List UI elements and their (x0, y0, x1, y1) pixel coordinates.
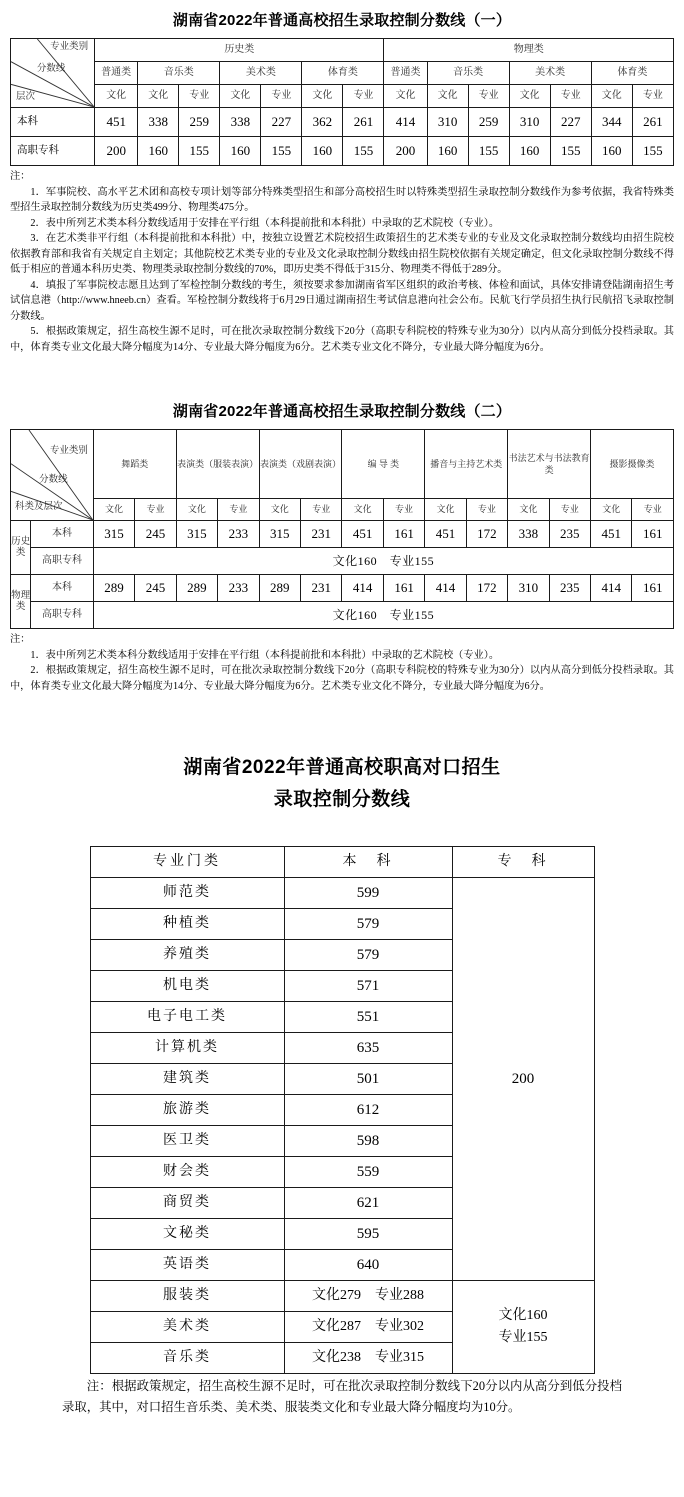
section-spacer (0, 355, 684, 391)
table1-container (0, 38, 684, 166)
table-row (11, 548, 674, 575)
table3-benke: 640 (284, 1250, 452, 1281)
table1-cat-physics-art: 美术类 (509, 62, 591, 85)
table2-subheader: 文化 (591, 499, 632, 521)
table3-benke: 559 (284, 1157, 452, 1188)
table1-subheader: 文化 (138, 85, 179, 108)
table2-title: 湖南省2022年普通高校招生录取控制分数线（二） (172, 403, 512, 420)
table3-header-row (90, 847, 594, 878)
table1-group-history: 历史类 (95, 39, 384, 62)
table1-corner-label-a: 专业类别 (50, 42, 89, 52)
table1-cell: 414 (384, 108, 427, 137)
table3-benke: 501 (284, 1064, 452, 1095)
table2-note-1: 1．表中所列艺术类本科分数线适用于安排在平行组（本科提前批和本科批）中录取的艺术院校（专业）。 (30, 649, 500, 661)
table1-subheader: 文化 (591, 85, 632, 108)
table2-cat-performance-costume: 表演类（服装表演） (176, 430, 259, 499)
table2-cell: 235 (549, 521, 590, 548)
table1-cell: 155 (179, 137, 220, 166)
table2-cell: 310 (508, 575, 549, 602)
table1-subheader: 文化 (427, 85, 468, 108)
table2-cell: 338 (508, 521, 549, 548)
table3-title-line2: 录取控制分数线 (273, 789, 411, 810)
table2-corner-label-a: 专业类别 (49, 446, 88, 456)
table3-zhuanke-art-line1: 文化160 (498, 1308, 548, 1324)
table1-cat-history-general: 普通类 (95, 62, 138, 85)
table1-cell: 200 (384, 137, 427, 166)
table3-zhuanke-art-merged (452, 1281, 594, 1374)
table3-zhuanke-art-line2: 专业155 (498, 1330, 548, 1345)
table1-cat-history-sports: 体育类 (302, 62, 384, 85)
table1-corner-cell (11, 39, 95, 108)
table-row (90, 1281, 594, 1312)
table1-cell: 160 (302, 137, 343, 166)
table1-cell: 160 (138, 137, 179, 166)
table3-benke-combo: 文化279 专业288 (284, 1281, 452, 1312)
table2-cat-photography: 摄影摄像类 (591, 430, 674, 499)
table1-cell: 160 (509, 137, 550, 166)
table1-cell: 259 (468, 108, 509, 137)
table1-cat-physics-music: 音乐类 (427, 62, 509, 85)
table2-cell: 289 (176, 575, 217, 602)
table1-cell: 338 (220, 108, 261, 137)
table1-row-label-zhuanke: 高职专科 (11, 137, 95, 166)
table2-cell: 235 (549, 575, 590, 602)
table1-row-label-benke: 本科 (11, 108, 95, 137)
table3-category: 音乐类 (90, 1343, 284, 1374)
table1-note-4: 4．填报了军事院校志愿且达到了军检控制分数线的考生，须按要求参加湖南省军区组织的政治考核、体检和面试，具体安排请登陆湖南招生考试信息港（http://www.hneeb.cn）查看。军检控制分数线将于6月29日通过湖南招生考试信息港向社会公布。民航飞行学员招生执行民航招飞录取控制分数线。 (10, 279, 674, 322)
table2-cell: 231 (300, 575, 341, 602)
table3-category: 旅游类 (90, 1095, 284, 1126)
table3-benke: 599 (284, 878, 452, 909)
table2-cell: 245 (135, 521, 176, 548)
table1-subheader: 文化 (384, 85, 427, 108)
table2-row-label-benke: 本科 (31, 575, 94, 602)
table3-header-benke: 本 科 (284, 847, 452, 878)
table3-category: 机电类 (90, 971, 284, 1002)
table-row (11, 602, 674, 629)
table2-cell: 172 (466, 575, 507, 602)
table-row (11, 521, 674, 548)
table2-cell: 233 (218, 521, 259, 548)
table1-subheader: 专业 (468, 85, 509, 108)
table3-note (0, 1374, 684, 1418)
table2-row-label-zhuanke: 高职专科 (31, 602, 94, 629)
table2-cat-calligraphy: 书法艺术与书法教育类 (508, 430, 591, 499)
table1-cell: 200 (95, 137, 138, 166)
table1-cell: 155 (343, 137, 384, 166)
table3-benke: 598 (284, 1126, 452, 1157)
table3-title-line1: 湖南省2022年普通高校职高对口招生 (183, 757, 501, 778)
table3-header-category: 专业门类 (90, 847, 284, 878)
table2-subheader: 文化 (425, 499, 466, 521)
table1-cat-history-music: 音乐类 (138, 62, 220, 85)
table3-category: 文秘类 (90, 1219, 284, 1250)
table3-category: 商贸类 (90, 1188, 284, 1219)
table2-cat-performance-drama: 表演类（戏剧表演） (259, 430, 342, 499)
table2-cell: 289 (93, 575, 134, 602)
table3-category: 养殖类 (90, 940, 284, 971)
table3-benke: 579 (284, 940, 452, 971)
table1-cell: 310 (427, 108, 468, 137)
table2-subheader: 专业 (300, 499, 341, 521)
table1-cell: 259 (179, 108, 220, 137)
table1-cell: 160 (427, 137, 468, 166)
table3-category: 美术类 (90, 1312, 284, 1343)
bottom-spacer (0, 1418, 684, 1426)
table3-category: 服装类 (90, 1281, 284, 1312)
table2-container (0, 429, 684, 629)
table2-cell: 161 (632, 521, 674, 548)
table2-subheader: 文化 (508, 499, 549, 521)
table2-subheader: 专业 (632, 499, 674, 521)
table3-zhuanke-merged: 200 (452, 878, 594, 1281)
table2-cell: 451 (425, 521, 466, 548)
table1-subheader: 专业 (343, 85, 384, 108)
table3-category: 医卫类 (90, 1126, 284, 1157)
table1-cell: 155 (468, 137, 509, 166)
table2-subheader: 专业 (218, 499, 259, 521)
table2-cell: 414 (591, 575, 632, 602)
table1-subheader: 文化 (95, 85, 138, 108)
table2 (10, 429, 674, 629)
table1-subheader: 文化 (302, 85, 343, 108)
table3-benke: 595 (284, 1219, 452, 1250)
table1-title: 湖南省2022年普通高校招生录取控制分数线（一） (172, 12, 512, 29)
table1-cell: 451 (95, 108, 138, 137)
table1 (10, 38, 674, 166)
table2-cell: 315 (259, 521, 300, 548)
table1-header-row-group (11, 39, 674, 62)
table2-cell: 289 (259, 575, 300, 602)
table2-cell: 161 (383, 575, 424, 602)
table1-subheader: 专业 (550, 85, 591, 108)
table1-cell: 338 (138, 108, 179, 137)
table2-corner-cell (11, 430, 94, 521)
table2-cat-dance: 舞蹈类 (93, 430, 176, 499)
table2-corner-label-c: 科类及层次 (15, 502, 63, 513)
table2-cell: 231 (300, 521, 341, 548)
table3-container (0, 846, 684, 1374)
table2-cell: 451 (591, 521, 632, 548)
table1-note-5: 5．根据政策规定，招生高校生源不足时，可在批次录取控制分数线下20分（高职专科院校的特殊专业为30分）以内从高分到低分投档录取。其中，体育类专业文化最大降分幅度为14分、专业最大降分幅度为6分。艺术类专业文化不降分，专业最大降分幅度为6分。 (10, 326, 674, 353)
table3-benke: 635 (284, 1033, 452, 1064)
table2-row-label-zhuanke: 高职专科 (31, 548, 94, 575)
table3-benke: 579 (284, 909, 452, 940)
table3-benke: 551 (284, 1002, 452, 1033)
table2-cell: 451 (342, 521, 383, 548)
table2-cell: 161 (383, 521, 424, 548)
table2-side-history: 历史类 (11, 521, 31, 575)
table2-cat-directing: 编 导 类 (342, 430, 425, 499)
table1-subheader: 专业 (261, 85, 302, 108)
table1-cell: 344 (591, 108, 632, 137)
table1-note-3: 3．在艺术类非平行组（本科提前批和本科批）中，按独立设置艺术院校招生政策招生的艺术类专业的专业及文化录取控制分数线均由招生院校依据教育部和我省有关规定自主划定；其他院校艺术类专业的专业及文化录取控制分数线由招生院校依据有关规定确定，但文化录取控制分数线不得低于相应的普通本科历史类、物理类录取控制分数线的70%，即历史类不得低于315分、物理类不得低于289分。 (10, 233, 674, 275)
table1-cell: 160 (591, 137, 632, 166)
table1-cat-physics-general: 普通类 (384, 62, 427, 85)
table2-subheader: 专业 (466, 499, 507, 521)
table1-cell: 261 (343, 108, 384, 137)
table2-subheader-row (11, 499, 674, 521)
table2-cell: 245 (135, 575, 176, 602)
table1-group-physics: 物理类 (384, 39, 674, 62)
table1-cell: 227 (261, 108, 302, 137)
table3-benke-combo: 文化287 专业302 (284, 1312, 452, 1343)
table3-benke: 621 (284, 1188, 452, 1219)
section-spacer (0, 694, 684, 730)
table1-note-2: 2．表中所列艺术类本科分数线适用于安排在平行组（本科提前批和本科批）中录取的艺术院校（专业）。 (30, 217, 500, 229)
table1-subheader: 文化 (220, 85, 261, 108)
table1-cat-history-art: 美术类 (220, 62, 302, 85)
table-row (11, 575, 674, 602)
table1-subheader: 专业 (632, 85, 673, 108)
table2-corner-label-b: 分数线 (39, 475, 68, 485)
table1-note-1: 1．军事院校、高水平艺术团和高校专项计划等部分特殊类型招生和部分高校招生时以特殊类型招生录取控制分数线作为参考依据，我省特殊类型招生录取控制分数线为历史类499分、物理类475分。 (10, 186, 674, 213)
table2-cell: 233 (218, 575, 259, 602)
table2-subheader: 文化 (342, 499, 383, 521)
table1-subheader-row (11, 85, 674, 108)
table1-corner-label-b: 分数线 (36, 64, 66, 74)
table2-cell: 315 (93, 521, 134, 548)
table1-cell: 155 (550, 137, 591, 166)
table1-cell: 155 (261, 137, 302, 166)
table2-row-label-benke: 本科 (31, 521, 94, 548)
table3-benke: 612 (284, 1095, 452, 1126)
table2-notes (0, 629, 684, 694)
table3-category: 种植类 (90, 909, 284, 940)
table1-notes (0, 166, 684, 355)
table1-cell: 155 (632, 137, 673, 166)
table1-cell: 261 (632, 108, 673, 137)
table2-cell: 161 (632, 575, 674, 602)
table2-subheader: 专业 (549, 499, 590, 521)
table2-cell: 315 (176, 521, 217, 548)
table3-benke: 571 (284, 971, 452, 1002)
table2-subheader: 文化 (259, 499, 300, 521)
table1-subheader: 文化 (509, 85, 550, 108)
table2-subheader: 文化 (93, 499, 134, 521)
table2-cell: 414 (425, 575, 466, 602)
table3-category: 建筑类 (90, 1064, 284, 1095)
table2-subheader: 专业 (383, 499, 424, 521)
table3-category: 财会类 (90, 1157, 284, 1188)
table2-subheader: 文化 (176, 499, 217, 521)
table3 (90, 846, 595, 1374)
table2-cell: 172 (466, 521, 507, 548)
table3-note-text: 注：根据政策规定，招生高校生源不足时，可在批次录取控制分数线下20分以内从高分到低分投档录取，其中，对口招生音乐类、美术类、服装类文化和专业最大降分幅度均为10分。 (62, 1379, 622, 1414)
table1-corner-label-c: 层次 (16, 92, 36, 103)
table1-subheader: 专业 (179, 85, 220, 108)
table2-side-physics: 物理类 (11, 575, 31, 629)
table-row (11, 108, 674, 137)
table3-category: 电子电工类 (90, 1002, 284, 1033)
table2-note-2: 2．根据政策规定，招生高校生源不足时，可在批次录取控制分数线下20分（高职专科院校的特殊专业为30分）以内从高分到低分投档录取。其中，体育类专业文化最大降分幅度为14分、专业最大降分幅度为6分。艺术类专业文化不降分，专业最大降分幅度为6分。 (10, 665, 674, 692)
table2-subheader: 专业 (135, 499, 176, 521)
table3-title-block (0, 730, 684, 826)
table1-category-row (11, 62, 674, 85)
table1-notes-heading: 注： (10, 171, 31, 182)
table1-cell: 310 (509, 108, 550, 137)
table2-zhuanke-span: 文化160 专业155 (93, 548, 673, 575)
table1-cell: 362 (302, 108, 343, 137)
table2-notes-heading: 注： (10, 634, 31, 645)
table1-cell: 160 (220, 137, 261, 166)
table1-cell: 227 (550, 108, 591, 137)
table3-category: 英语类 (90, 1250, 284, 1281)
section-spacer (0, 826, 684, 846)
table2-zhuanke-span: 文化160 专业155 (93, 602, 673, 629)
table1-cat-physics-sports: 体育类 (591, 62, 673, 85)
table-row (11, 137, 674, 166)
table2-cat-broadcasting: 播音与主持艺术类 (425, 430, 508, 499)
table3-benke-combo: 文化238 专业315 (284, 1343, 452, 1374)
table3-category: 师范类 (90, 878, 284, 909)
table3-header-zhuanke: 专 科 (452, 847, 594, 878)
table2-cell: 414 (342, 575, 383, 602)
table2-category-row (11, 430, 674, 499)
table-row (90, 878, 594, 909)
table3-category: 计算机类 (90, 1033, 284, 1064)
